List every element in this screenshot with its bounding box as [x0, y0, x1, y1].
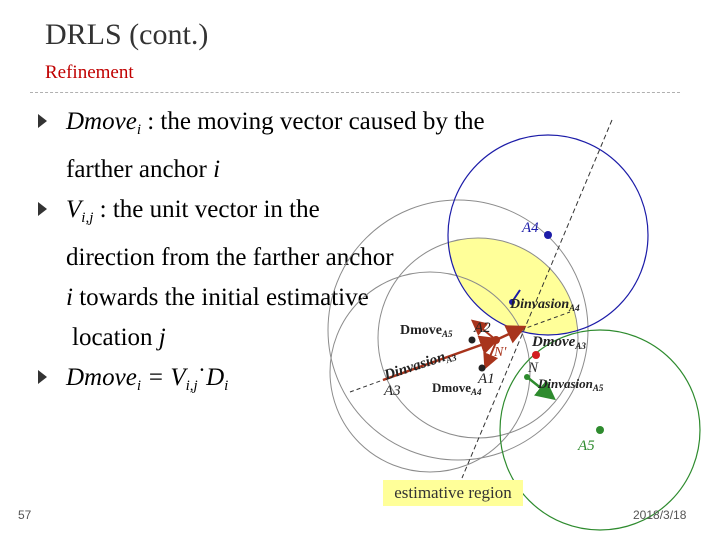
bullet-vij-line2: direction from the farther anchor	[66, 244, 394, 271]
slide-title: DRLS (cont.)	[45, 18, 209, 51]
label-dmove-a3: Dmove$_{A3}$	[532, 334, 586, 351]
bullet-text: location	[72, 324, 159, 351]
term-d: D	[206, 364, 225, 391]
bullet-text: towards the initial estimative	[72, 284, 369, 311]
estimative-region-label: estimative region	[383, 480, 523, 506]
term-sub: i	[224, 378, 229, 394]
anchor-a4-point	[544, 231, 552, 239]
slide-date: 2018/3/18	[633, 508, 687, 522]
term-sub: i	[136, 378, 141, 394]
slide-subtitle: Refinement	[45, 62, 134, 83]
label-dinvasion-a5: Dinvasion$_{A5}$	[538, 376, 604, 393]
term-v: V	[66, 196, 82, 223]
var-i: i	[213, 156, 221, 183]
var-j: j	[158, 324, 166, 351]
slide-page-number: 57	[18, 508, 32, 522]
anchor-a5-point	[596, 426, 604, 434]
term-dmove: Dmove	[66, 108, 137, 135]
term-sub: i,j	[81, 210, 94, 226]
label-a4: A4	[522, 220, 539, 236]
dot-operator: ˙	[197, 364, 207, 391]
label-a3: A3	[384, 383, 401, 399]
term-sub: i,j	[185, 378, 198, 394]
equation-v: = V	[140, 364, 186, 391]
dmove-a3-vector	[496, 328, 522, 340]
label-a2: A2	[474, 320, 491, 336]
bullet-text: : the unit vector in the	[93, 196, 320, 223]
point-n-prime	[492, 336, 500, 344]
label-dmove-a5: Dmove$_{A5}$	[400, 323, 453, 339]
label-dmove-a4: Dmove$_{A4}$	[432, 380, 482, 397]
bullet-text: : the moving vector caused by the	[140, 108, 485, 135]
label-n: N	[528, 360, 539, 376]
label-dinvasion-a3: Dinvasion$_{A3}$	[382, 349, 458, 384]
point-n	[532, 351, 540, 359]
label-n-prime: N'	[494, 345, 507, 360]
label-a1: A1	[478, 371, 495, 387]
anchor-a2-point	[469, 337, 476, 344]
var-i: i	[66, 284, 73, 311]
term-sub: i	[136, 122, 141, 138]
label-a5: A5	[578, 438, 595, 454]
term-dmove: Dmove	[66, 364, 137, 391]
bullet-text: farther anchor	[66, 156, 214, 183]
label-dinvasion-a4: Dinvasion$_{A4}$	[510, 297, 580, 313]
